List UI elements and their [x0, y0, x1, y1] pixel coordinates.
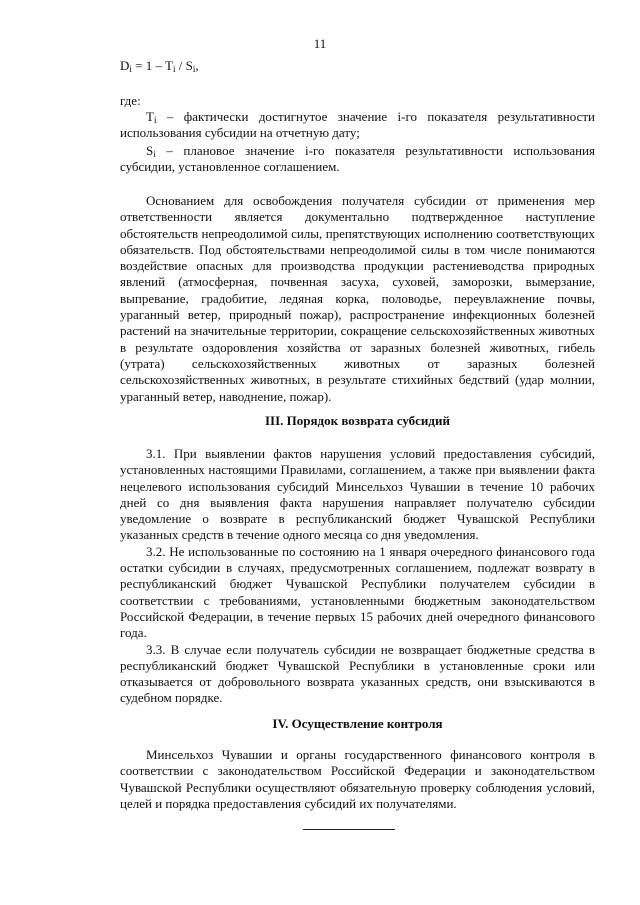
t-definition — [120, 109, 595, 142]
formula-mid: = 1 – T — [131, 58, 173, 73]
section-4-paragraph: Минсельхоз Чувашии и органы государственного финансового контроля в соответствии с законодательством Российской Федерации и законодательством Чувашской Республики осуществляют обязательную проверку соблюдения условий, целей и порядка предоставления субсидий их получателями. — [120, 747, 595, 811]
t-symbol-sub: i — [153, 115, 157, 125]
force-majeure-paragraph: Основанием для освобождения получателя субсидии от применения мер ответственности является документально подтвержденное наступление обстоятельств непреодолимой силы, препятствующих исполнению соответствующих обязательств. Под обстоятельствами непреодолимой силы в том числе понимаются воздействие опасных для производства продукции растениеводства природных явлений (атмосферная, почвенная засуха, суховей, заморозки, вымерзание, выпревание, градобитие, ледяная корка, половодье, переувлажнение почвы, ураганный ветер, природный пожар), распространение инфекционных болезней растений на значительные территории, сокращение сельскохозяйственных животных в результате оздоровления хозяйства от заразных болезней животных, гибель (утрата) сельскохозяйственных животных от заразных болезней сельскохозяйственных животных, в результате стихийных бедствий (удар молнии, ураганный ветер, наводнение, пожар). — [120, 193, 595, 404]
page-number: 11 — [313, 36, 327, 51]
section-3-heading: III. Порядок возврата субсидий — [265, 413, 450, 428]
formula-div: / S — [175, 58, 193, 73]
paragraph-3-2: 3.2. Не использованные по состоянию на 1 января очередного финансового года остатки субсидии в случаях, предусмотренных соглашением, подлежат возврату в республиканский бюджет Чувашской Республики получателем субсидии в соответствии с требованиями, установленными бюджетным законодательством Российской Федерации, в течение первых 15 рабочих дней очередного финансового года. — [120, 543, 595, 641]
section-4-heading: IV. Осуществление контроля — [272, 716, 443, 731]
s-definition — [120, 143, 595, 176]
formula-lhs-sub: i — [129, 64, 132, 74]
where-label: где: — [120, 93, 141, 108]
s-definition-text: – плановое значение i-го показателя результативности использования субсидии, установленное соглашением. — [120, 143, 595, 175]
s-symbol: S — [146, 143, 154, 158]
paragraph-3-1: 3.1. При выявлении фактов нарушения условий предоставления субсидий, установленных настоящими Правилами, соглашением, а также при выявлении факта нецелевого использования субсидий Минсельхоз Чувашии в течение 10 рабочих дней со дня выявления факта нарушения направляет получателю субсидии уведомление о возврате в республиканский бюджет Чувашской Республики указанных средств в течение одного месяца со дня уведомления. — [120, 446, 595, 543]
t-definition-text: – фактически достигнутое значение i-го показателя результативности использования субсидии на отчетную дату; — [120, 109, 595, 141]
paragraph-3-3: 3.3. В случае если получатель субсидии не возвращает бюджетные средства в республиканский бюджет Чувашской Республики в установленные сроки или отказывается от добровольного возврата указанных средств, они взыскиваются в судебном порядке. — [120, 641, 595, 706]
formula — [120, 58, 595, 74]
t-symbol: T — [146, 109, 154, 124]
formula-div-sub: i — [192, 64, 196, 74]
section-3-body — [120, 446, 595, 707]
formula-end: , — [195, 58, 199, 73]
s-symbol-sub: i — [153, 149, 156, 159]
end-separator-line — [303, 829, 395, 830]
formula-lhs: D — [120, 58, 130, 73]
formula-mid-sub: i — [172, 64, 176, 74]
